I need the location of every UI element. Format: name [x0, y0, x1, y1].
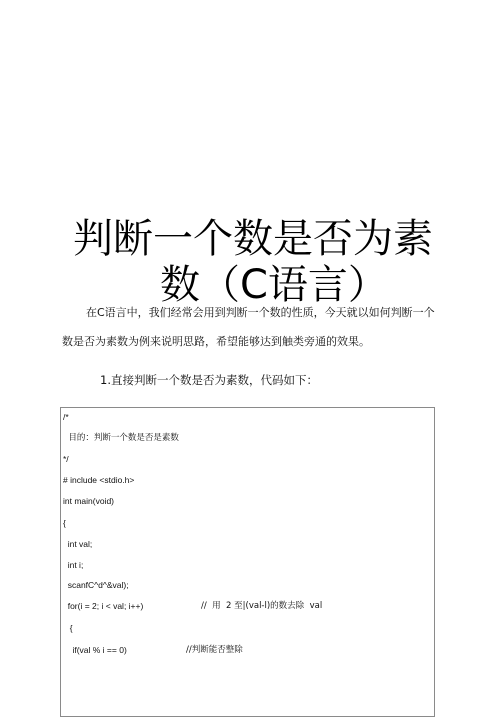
intro-paragraph-line-2: 数是否为素数为例来说明思路，希望能够达到触类旁通的效果。	[62, 335, 370, 348]
code-line: {	[65, 623, 73, 633]
code-line: int val;	[63, 539, 93, 549]
code-line: scanfC^d^&val);	[63, 580, 129, 590]
code-line: int i;	[63, 560, 84, 570]
section-heading-step-1: 1.直接判断一个数是否为素数，代码如下：	[100, 373, 318, 387]
intro-paragraph-line-1: 在C语言中，我们经常会用到判断一个数的性质，今天就以如何判断一个	[86, 306, 435, 319]
code-block	[60, 407, 435, 717]
code-line: */	[63, 454, 69, 464]
code-comment: // 用 2 至|(val-l)的数去除 val	[201, 601, 323, 611]
code-line: int main(void)	[63, 496, 115, 506]
document-title-line-2: 数（C语言）	[160, 262, 388, 308]
code-line: 目的：判断一个数是否是素数	[63, 433, 179, 443]
document-title-line-1: 判断一个数是否为素	[73, 216, 433, 262]
code-line: /*	[63, 412, 69, 422]
code-line: {	[63, 518, 66, 528]
code-line: # include <stdio.h>	[63, 475, 135, 485]
code-line: for(i = 2; i < val; i++)	[63, 601, 144, 611]
code-line: if(val % i == 0)	[63, 645, 127, 655]
code-comment: //判断能否整除	[186, 645, 243, 655]
